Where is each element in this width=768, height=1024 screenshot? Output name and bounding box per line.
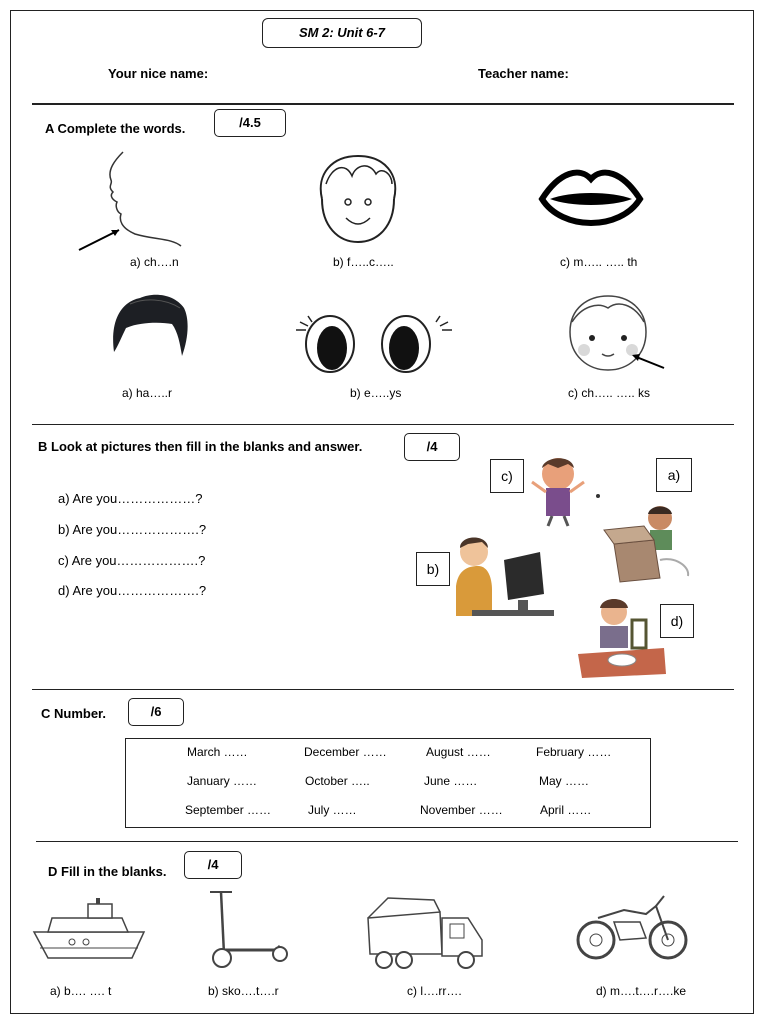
month-cell: December ……: [304, 745, 387, 759]
hair-picture: [110, 292, 190, 362]
month-cell: August ……: [426, 745, 491, 759]
question-a: a) Are you………………?: [58, 491, 203, 506]
picture-label-b: b): [416, 552, 450, 586]
month-cell: February ……: [536, 745, 612, 759]
motorbike-picture: [576, 892, 690, 962]
face-picture: [312, 154, 404, 244]
scooter-picture: [206, 888, 290, 972]
picture-label-d: d): [660, 604, 694, 638]
month-cell: May ……: [539, 774, 590, 788]
eyes-picture: [296, 308, 452, 374]
happy-kid-picture: [528, 452, 608, 528]
item-motorbike-label: d) m….t….r….ke: [596, 984, 687, 998]
section-d-heading: D Fill in the blanks.: [48, 864, 167, 879]
item-truck-label: c) l….rr….: [407, 984, 462, 998]
section-a-heading: A Complete the words.: [45, 121, 186, 136]
month-cell: January ……: [187, 774, 258, 788]
name-label: Your nice name:: [108, 66, 209, 81]
month-cell: September ……: [185, 803, 272, 817]
month-cell: October …..: [305, 774, 370, 788]
picture-label-c: c): [490, 459, 524, 493]
computer-kid-picture: [452, 530, 556, 620]
question-d: d) Are you……………….?: [58, 583, 207, 598]
eating-kid-picture: [578, 594, 668, 678]
question-b: b) Are you……………….?: [58, 522, 207, 537]
box-kid-picture: [604, 500, 694, 584]
lips-picture: [540, 165, 642, 235]
divider: [32, 689, 734, 690]
section-b-score: /4: [404, 433, 460, 461]
month-cell: April ……: [540, 803, 592, 817]
item-boat-label: a) b…. …. t: [50, 984, 112, 998]
section-b-heading: B Look at pictures then fill in the blanks and answer.: [38, 439, 363, 454]
cheeks-picture: [562, 292, 668, 374]
section-d-score: /4: [184, 851, 242, 879]
months-box: [125, 738, 651, 828]
item-c1-label: c) m….. ….. th: [560, 255, 638, 269]
month-cell: March ……: [187, 745, 248, 759]
item-a2-label: a) ha…..r: [122, 386, 173, 400]
item-c2-label: c) ch….. ….. ks: [568, 386, 651, 400]
item-scooter-label: b) sko….t….r: [208, 984, 279, 998]
divider: [32, 103, 734, 105]
item-a1-label: a) ch….n: [130, 255, 179, 269]
worksheet-title: SM 2: Unit 6-7: [262, 18, 422, 48]
divider: [32, 424, 734, 425]
section-c-heading: C Number.: [41, 706, 107, 721]
month-cell: November ……: [420, 803, 503, 817]
section-c-score: /6: [128, 698, 184, 726]
picture-label-a: a): [656, 458, 692, 492]
item-b2-label: b) e…..ys: [350, 386, 402, 400]
month-cell: July ……: [308, 803, 357, 817]
question-c: c) Are you……………….?: [58, 553, 206, 568]
item-b1-label: b) f…..c…..: [333, 255, 394, 269]
month-cell: June ……: [424, 774, 478, 788]
chin-picture: [75, 150, 185, 250]
teacher-label: Teacher name:: [478, 66, 569, 81]
boat-picture: [32, 896, 148, 962]
divider: [36, 841, 738, 842]
truck-picture: [364, 896, 486, 974]
section-a-score: /4.5: [214, 109, 286, 137]
